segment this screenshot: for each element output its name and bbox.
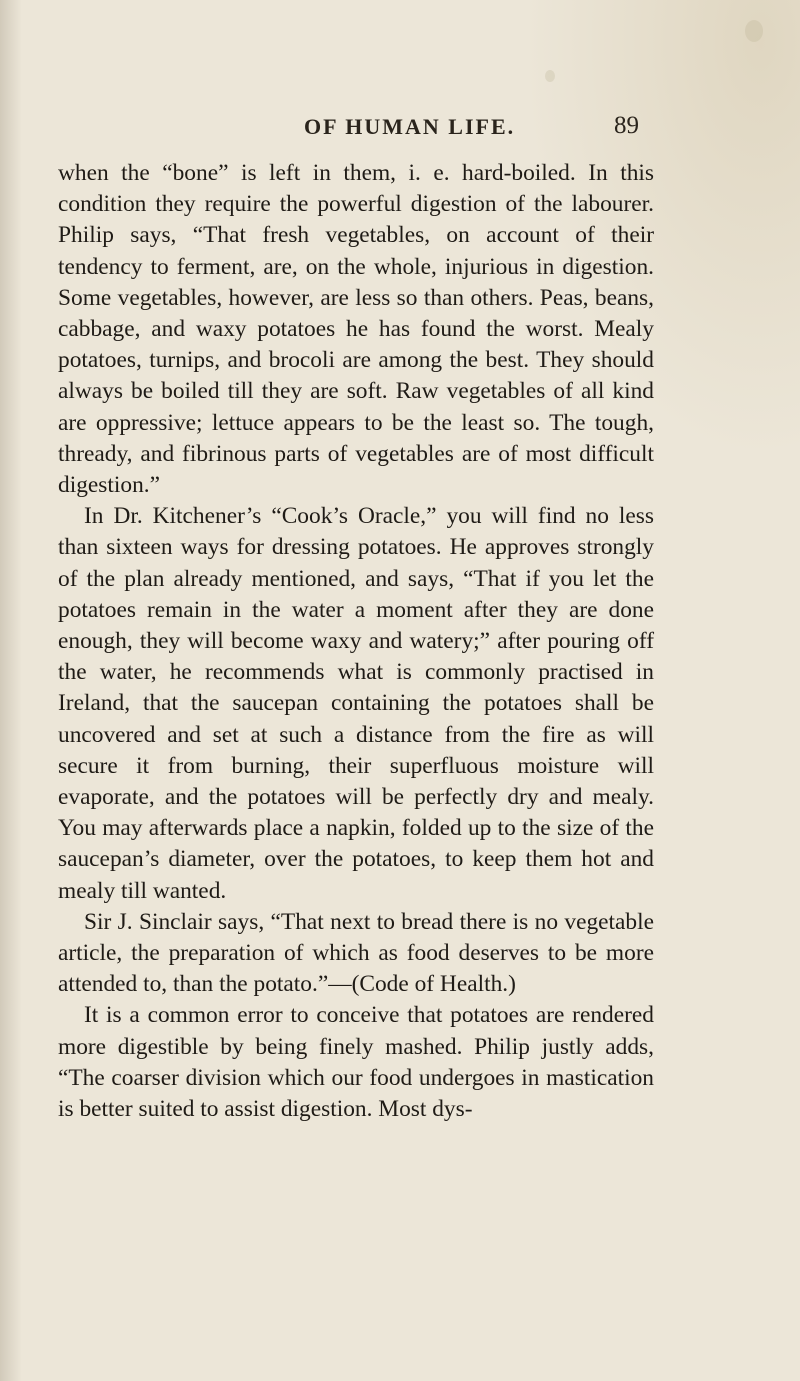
running-title: OF HUMAN LIFE. xyxy=(304,114,516,139)
paragraph: In Dr. Kitchener’s “Cook’s Oracle,” you will find no less than sixteen ways for dressing potatoes. He approves strongly of the plan already mentioned, and says, “That if you let the potatoes remain in the water a moment after they are done enough, they will become waxy and watery;” after pouring off the water, he recommends what is commonly practised in Ireland, that the saucepan containing the potatoes shall be uncovered and set at such a distance from the fire as will secure it from burning, their superfluous moisture will evaporate, and the potatoes will be perfectly dry and mealy. You may afterwards place a napkin, folded up to the size of the saucepan’s diameter, over the potatoes, to keep them hot and mealy till wanted. xyxy=(58,503,654,904)
running-head xyxy=(0,112,800,142)
paragraph: Sir J. Sinclair says, “That next to bread there is no vegetable article, the preparation of which as food deserves to be more attended to, than the potato.”—(Code of Health.) xyxy=(58,908,654,998)
page-number: 89 xyxy=(614,112,639,139)
paragraph: when the “bone” is left in them, i. e. hard-boiled. In this condition they require the powerful digestion of the labourer. Philip says, “That fresh vegetables, on account of their tendency to ferment, are, on the whole, injurious in digestion. Some vegetables, however, are less so than others. Peas, beans, cabbage, and waxy potatoes he has found the worst. Mealy potatoes, turnips, and brocoli are among the best. They should always be boiled till they are soft. Raw vegetables of all kind are oppressive; lettuce appears to be the least so. The tough, thready, and fibrinous parts of vegetables are of most difficult digestion.” xyxy=(58,160,654,499)
paragraph: It is a common error to conceive that potatoes are rendered more digestible by being finely mashed. Philip justly adds, “The coarser division which our food undergoes in mastication is better suited to assist digestion. Most dys- xyxy=(58,1002,654,1123)
body-text xyxy=(58,158,654,1125)
paper-stain xyxy=(745,20,763,42)
paper-stain xyxy=(545,70,555,82)
